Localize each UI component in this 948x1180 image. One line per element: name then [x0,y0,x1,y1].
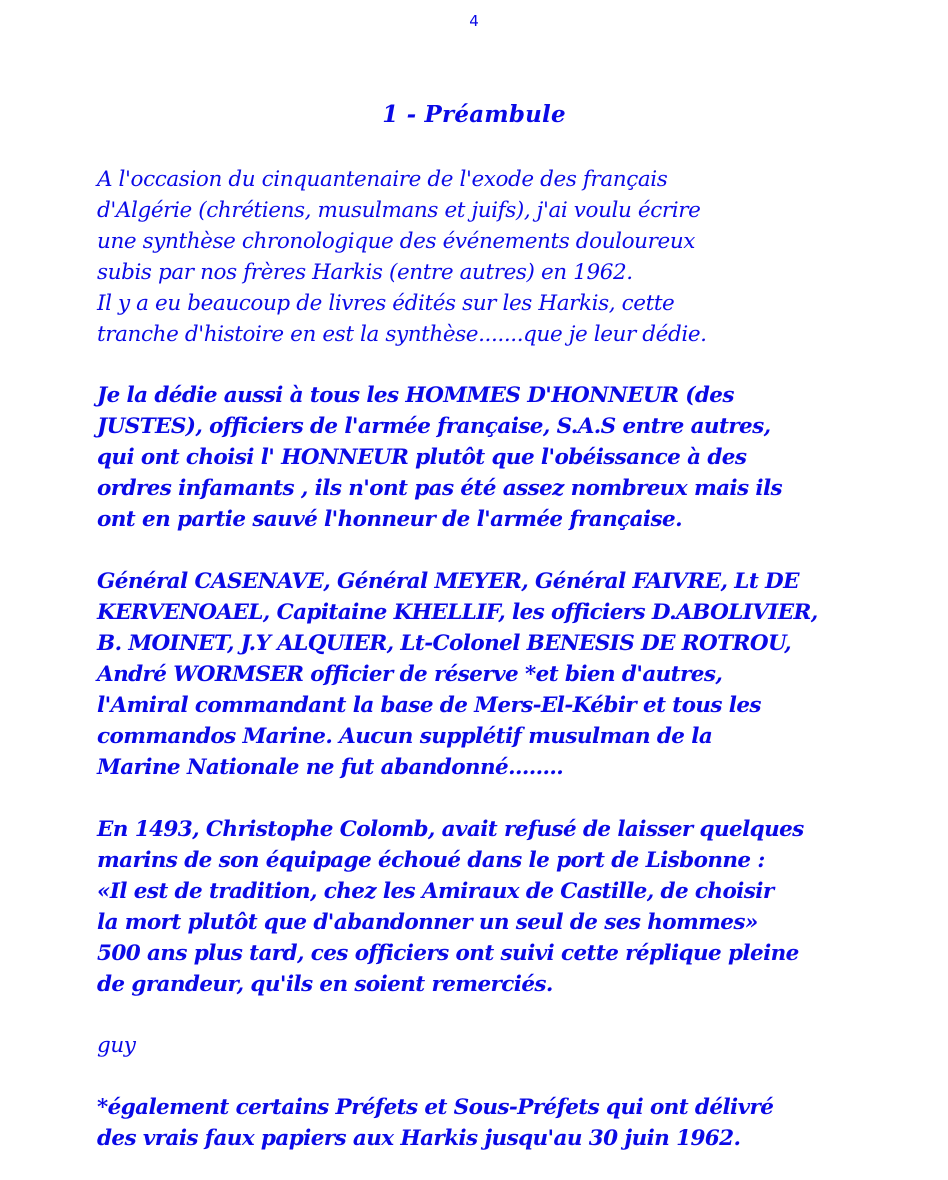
section-title: 1 - Préambule [382,101,566,128]
text-line: «Il est de tradition, chez les Amiraux de Castille, de choisir [97,879,774,904]
text-line: A l'occasion du cinquantenaire de l'exode des français [97,167,668,192]
text-line: tranche d'histoire en est la synthèse.......que je leur dédie. [97,322,707,347]
paragraph-intro [97,164,897,350]
text-line: KERVENOAEL, Capitaine KHELLIF, les officiers D.ABOLIVIER, [97,600,818,625]
text-line: l'Amiral commandant la base de Mers-El-Kébir et tous les [97,693,761,718]
text-line: une synthèse chronologique des événements douloureux [97,229,695,254]
paragraph-columbus [97,814,897,1000]
signature-text: guy [97,1033,136,1058]
text-line: B. MOINET, J.Y ALQUIER, Lt-Colonel BENESIS DE ROTROU, [97,631,792,656]
text-line: qui ont choisi l' HONNEUR plutôt que l'obéissance à des [97,445,747,470]
text-line: de grandeur, qu'ils en soient remerciés. [97,972,553,997]
paragraph-dedication [97,380,897,535]
footnote [97,1092,897,1154]
text-line: Je la dédie aussi à tous les HOMMES D'HONNEUR (des [97,383,734,408]
page-number: 4 [469,12,479,30]
text-line: la mort plutôt que d'abandonner un seul de ses hommes» [97,910,758,935]
text-line: Général CASENAVE, Général MEYER, Général FAIVRE, Lt DE [97,569,799,594]
text-line: Il y a eu beaucoup de livres édités sur les Harkis, cette [97,291,675,316]
text-line: marins de son équipage échoué dans le port de Lisbonne : [97,848,765,873]
text-line: En 1493, Christophe Colomb, avait refusé de laisser quelques [97,817,804,842]
text-line: d'Algérie (chrétiens, musulmans et juifs), j'ai voulu écrire [97,198,701,223]
paragraph-officers [97,566,897,783]
signature [97,1030,897,1061]
text-line: 500 ans plus tard, ces officiers ont suivi cette réplique pleine [97,941,799,966]
text-line: Marine Nationale ne fut abandonné........ [97,755,564,780]
text-line: ordres infamants , ils n'ont pas été assez nombreux mais ils [97,476,783,501]
text-line: des vrais faux papiers aux Harkis jusqu'au 30 juin 1962. [97,1126,741,1151]
text-line: *également certains Préfets et Sous-Préfets qui ont délivré [97,1095,774,1120]
text-line: commandos Marine. Aucun supplétif musulman de la [97,724,713,749]
text-line: ont en partie sauvé l'honneur de l'armée française. [97,507,682,532]
text-line: JUSTES), officiers de l'armée française, S.A.S entre autres, [97,414,771,439]
text-line: subis par nos frères Harkis (entre autres) en 1962. [97,260,633,285]
text-line: André WORMSER officier de réserve *et bien d'autres, [97,662,723,687]
